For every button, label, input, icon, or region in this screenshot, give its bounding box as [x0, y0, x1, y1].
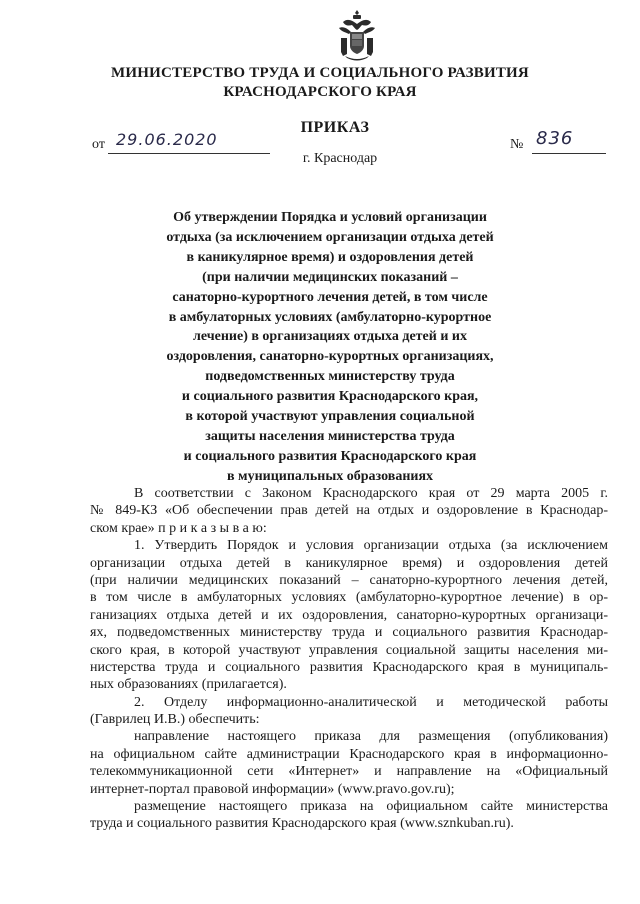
- body-line: интернет-портал правовой информации» (www.pravo.gov.ru);: [90, 781, 455, 797]
- body-line: труда и социального развития Краснодарского края (www.sznkuban.ru).: [90, 816, 514, 832]
- ministry-name: [80, 64, 560, 102]
- body-line: (Гаврилец И.В.) обеспечить:: [90, 712, 260, 728]
- number-prefix: №: [510, 137, 524, 152]
- body-line: 1. Утвердить Порядок и условия организации отдыха (за исключением: [134, 538, 608, 554]
- body-line: 2. Отделу информационно-аналитической и методической работы: [134, 694, 608, 710]
- body-line: № 849-КЗ «Об обеспечении прав детей на отдых и оздоровление в Краснодар-: [90, 503, 608, 519]
- city: г. Краснодар: [302, 151, 378, 166]
- subject-line: Об утверждении Порядка и условий организации: [173, 210, 487, 225]
- body-line: нистерства труда и социального развития Краснодарского края в муниципаль-: [90, 659, 608, 675]
- body-line: В соответствии с Законом Краснодарского края от 29 марта 2005 г.: [134, 486, 608, 501]
- subject-line: (при наличии медицинских показаний –: [202, 269, 458, 285]
- subject-line: отдыха (за исключением организации отдыха детей: [166, 229, 494, 245]
- order-subject: [140, 208, 520, 487]
- subject-line: лечение) в организациях отдыха детей и их: [193, 329, 467, 345]
- body-line: организации отдыха детей в каникулярное время) и оздоровления детей: [90, 555, 608, 571]
- body-line: телекоммуникационной сети «Интернет» и направление на «Официальный: [90, 764, 608, 780]
- coat-of-arms-emblem: [335, 8, 379, 62]
- date-prefix: от: [92, 137, 105, 152]
- subject-line: в амбулаторных условиях (амбулаторно-курортное: [168, 309, 492, 325]
- body-line: ском крае» п р и к а з ы в а ю:: [90, 520, 267, 536]
- order-body: [90, 485, 608, 833]
- handwritten-order-number: 836: [536, 128, 574, 149]
- body-line: ных образованиях (прилагается).: [90, 677, 287, 693]
- ministry-name-line1: МИНИСТЕРСТВО ТРУДА И СОЦИАЛЬНОГО РАЗВИТИЯ: [111, 65, 529, 81]
- subject-line: подведомственных министерству труда: [205, 369, 455, 385]
- subject-line: и социального развития Краснодарского края,: [181, 389, 479, 405]
- body-line: на официальном сайте администрации Краснодарского края в информационно-: [90, 746, 608, 762]
- body-line: (при наличии медицинских показаний – санаторно-курортного лечения детей,: [90, 572, 608, 588]
- subject-line: оздоровления, санаторно-курортных организациях,: [166, 349, 494, 365]
- body-line: ганизациях отдыха детей и их оздоровления, санаторно-курортных организаци-: [90, 607, 608, 623]
- subject-line: в которой участвуют управления социальной: [185, 409, 475, 425]
- body-line: в том числе в амбулаторных условиях (амбулаторно-курортное лечение) в ор-: [90, 590, 608, 606]
- handwritten-date: 29.06.2020: [116, 130, 218, 149]
- subject-line: в каникулярное время) и оздоровления детей: [186, 249, 474, 265]
- body-line: направление настоящего приказа для размещения (опубликования): [134, 729, 608, 745]
- subject-line: и социального развития Краснодарского края: [183, 448, 477, 464]
- subject-line: защиты населения министерства труда: [205, 428, 455, 444]
- body-line: размещение настоящего приказа на официальном сайте министерства: [134, 799, 608, 815]
- body-line: ского края, в которой участвуют управления социальной защиты населения ми-: [90, 642, 608, 658]
- ministry-name-line2: КРАСНОДАРСКОГО КРАЯ: [223, 84, 417, 100]
- body-line: ях, подведомственных министерству труда и социального развития Краснодар-: [90, 625, 608, 641]
- subject-line: в муниципальных образованиях: [226, 468, 434, 484]
- subject-line: санаторно-курортного лечения детей, в том числе: [172, 289, 488, 305]
- order-title: ПРИКАЗ: [300, 119, 370, 136]
